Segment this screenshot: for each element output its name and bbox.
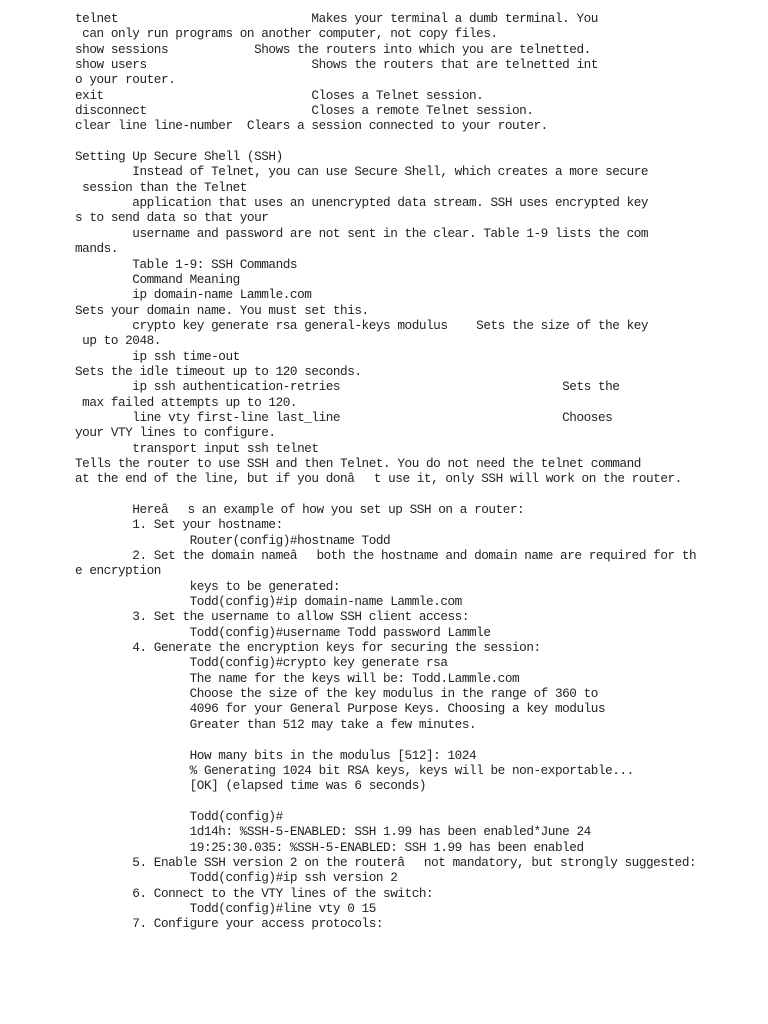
text-line: ip domain-name Lammle.com [75, 287, 312, 303]
text-line: disconnect Closes a remote Telnet session. [75, 103, 534, 119]
text-line: Setting Up Secure Shell (SSH) [75, 149, 283, 165]
text-line: 7. Configure your access protocols: [75, 916, 384, 932]
text-line: session than the Telnet [75, 179, 247, 195]
text-line: Sets the idle timeout up to 120 seconds. [75, 363, 362, 379]
text-line: 2. Set the domain nameâboth the hostname and domain name are required for th [75, 548, 697, 564]
text-line: max failed attempts up to 120. [75, 394, 298, 410]
text-line: exit Closes a Telnet session. [75, 87, 484, 103]
text-line: Table 1-9: SSH Commands [75, 256, 298, 272]
text-line: line vty first-line last_line Chooses [75, 409, 613, 425]
text-line [75, 134, 755, 149]
text-line: username and password are not sent in the clear. Table 1-9 lists the com [75, 225, 649, 241]
text-line: Router(config)#hostname Todd [75, 532, 391, 548]
text-line: Tells the router to use SSH and then Telnet. You do not need the telnet command [75, 455, 641, 471]
text-line: 4096 for your General Purpose Keys. Choosing a key modulus [75, 701, 606, 717]
text-line: How many bits in the modulus [512]: 1024 [75, 747, 477, 763]
text-line: Sets your domain name. You must set this. [75, 302, 369, 318]
text-line: application that uses an unencrypted data stream. SSH uses encrypted key [75, 195, 649, 211]
text-line: 5. Enable SSH version 2 on the routerânot mandatory, but strongly suggested: [75, 854, 697, 870]
text-line: ip ssh time-out [75, 348, 240, 364]
text-line: Todd(config)#ip ssh version 2 [75, 870, 398, 886]
text-line: ip ssh authentication-retries Sets the [75, 379, 620, 395]
text-line: [OK] (elapsed time was 6 seconds) [75, 778, 427, 794]
text-line: mands. [75, 241, 118, 257]
text-line: % Generating 1024 bit RSA keys, keys will be non-exportable... [75, 762, 634, 778]
text-line: telnet Makes your terminal a dumb terminal. You [75, 11, 598, 26]
text-line: crypto key generate rsa general-keys modulus Sets the size of the key [75, 317, 649, 333]
text-line: o your router. [75, 72, 176, 88]
text-line [75, 487, 755, 502]
text-line: Todd(config)#crypto key generate rsa [75, 655, 448, 671]
text-line: Instead of Telnet, you can use Secure Shell, which creates a more secure [75, 164, 649, 180]
text-line: Todd(config)#ip domain-name Lammle.com [75, 594, 462, 610]
text-line: Greater than 512 may take a few minutes. [75, 716, 477, 732]
text-line: The name for the keys will be: Todd.Lammle.com [75, 670, 520, 686]
text-line: show sessions Shows the routers into which you are telnetted. [75, 41, 591, 57]
text-line: 19:25:30.035: %SSH-5-ENABLED: SSH 1.99 has been enabled [75, 839, 584, 855]
text-line: 3. Set the username to allow SSH client access: [75, 609, 470, 625]
text-line: 6. Connect to the VTY lines of the switch: [75, 885, 434, 901]
text-line: at the end of the line, but if you donât use it, only SSH will work on the router. [75, 471, 682, 487]
text-line: Hereâs an example of how you set up SSH on a router: [75, 502, 525, 517]
text-line: s to send data so that your [75, 210, 269, 226]
text-line: Todd(config)#line vty 0 15 [75, 900, 376, 916]
text-line: your VTY lines to configure. [75, 425, 276, 441]
text-line: keys to be generated: [75, 578, 341, 594]
text-line [75, 732, 755, 747]
document-text [75, 11, 755, 932]
text-line: show users Shows the routers that are telnetted int [75, 57, 598, 73]
text-line: Todd(config)# [75, 808, 283, 824]
text-line: Command Meaning [75, 271, 240, 287]
text-line: 1. Set your hostname: [75, 517, 283, 533]
text-line: e encryption [75, 563, 161, 579]
text-line: can only run programs on another computer, not copy files. [75, 26, 498, 42]
text-line: clear line line-number Clears a session connected to your router. [75, 118, 548, 134]
text-line: 1d14h: %SSH-5-ENABLED: SSH 1.99 has been enabled*June 24 [75, 824, 591, 840]
text-line: Todd(config)#username Todd password Lammle [75, 624, 491, 640]
text-line: Choose the size of the key modulus in the range of 360 to [75, 686, 598, 702]
text-line: up to 2048. [75, 333, 161, 349]
text-line: transport input ssh telnet [75, 440, 319, 456]
text-line: 4. Generate the encryption keys for securing the session: [75, 640, 541, 656]
text-line [75, 794, 755, 809]
